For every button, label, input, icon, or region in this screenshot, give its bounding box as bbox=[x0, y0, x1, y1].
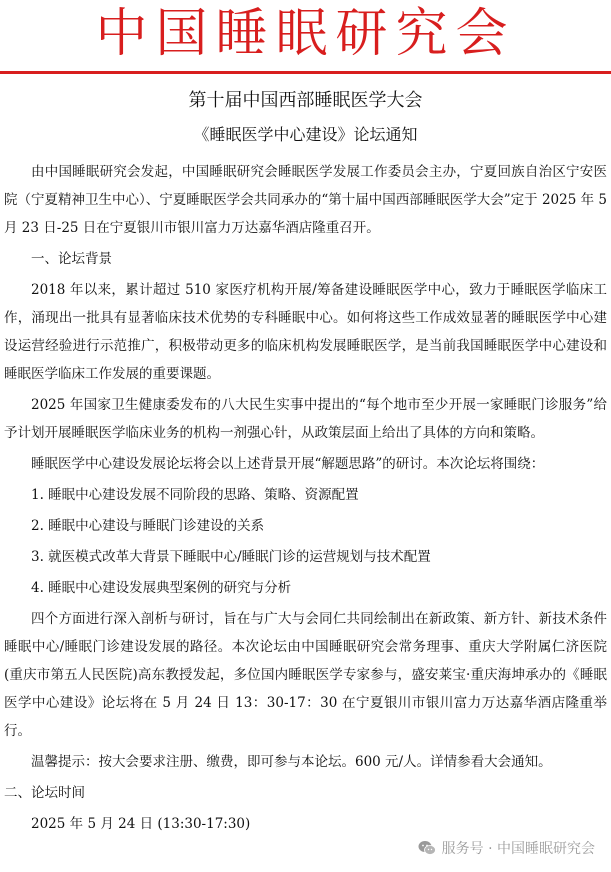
org-name-heading: 中国睡眠研究会 bbox=[95, 4, 516, 64]
background-paragraph-2: 2025 年国家卫生健康委发布的八大民生实事中提出的“每个地市至少开展一家睡眠门诊服务”给予计划开展睡眠医学临床业务的机构一剂强心针，从政策层面上给出了具体的方向和策略。 bbox=[4, 397, 607, 441]
section-heading-background: 一、论坛背景 bbox=[31, 251, 112, 267]
list-item: 1. 睡眠中心建设发展不同阶段的思路、策略、资源配置 bbox=[31, 487, 359, 503]
document-title: 第十届中国西部睡眠医学大会 bbox=[188, 90, 423, 111]
list-item: 2. 睡眠中心建设与睡眠门诊建设的关系 bbox=[31, 518, 265, 534]
reminder-paragraph: 温馨提示：按大会要求注册、缴费，即可参与本论坛。600 元/人。详情参看大会通知。 bbox=[31, 754, 552, 770]
background-paragraph-3: 睡眠医学中心建设发展论坛将会以上述背景开展“解题思路”的研讨。本次论坛将围绕： bbox=[31, 456, 545, 472]
red-divider bbox=[0, 71, 611, 74]
document-subtitle: 《睡眠医学中心建设》论坛通知 bbox=[193, 125, 418, 144]
list-item: 4. 睡眠中心建设发展典型案例的研究与分析 bbox=[31, 580, 292, 596]
account-watermark bbox=[414, 836, 599, 860]
watermark-text: 服务号 · 中国睡眠研究会 bbox=[441, 841, 595, 857]
forum-date: 2025 年 5 月 24 日 (13:30-17:30) bbox=[31, 816, 251, 832]
list-item: 3. 就医模式改革大背景下睡眠中心/睡眠门诊的运营规划与技术配置 bbox=[31, 549, 431, 565]
document-body bbox=[4, 158, 607, 841]
background-paragraph-4: 四个方面进行深入剖析与研讨，旨在与广大与会同仁共同绘制出在新政策、新方针、新技术条件睡眠中心/睡眠门诊建设发展的路径。本次论坛由中国睡眠研究会常务理事、重庆大学附属仁济医院(重庆市第五人民医院)高东教授发起，多位国内睡眠医学专家参与，盛安莱宝·重庆海坤承办的《睡眠医学中心建设》论坛将在 5 月 24 日 13：30-17：30 在宁夏银川市银川富力万达嘉华酒店隆重举行。 bbox=[4, 611, 607, 739]
background-paragraph-1: 2018 年以来，累计超过 510 家医疗机构开展/筹备建设睡眠医学中心，致力于睡眠医学临床工作，涌现出一批具有显著临床技术优势的专科睡眠中心。如何将这些工作成效显著的睡眠医学中心建设运营经验进行示范推广，积极带动更多的临床机构发展睡眠医学，是当前我国睡眠医学中心建设和睡眠医学临床工作发展的重要课题。 bbox=[4, 282, 607, 382]
section-heading-time: 二、论坛时间 bbox=[4, 785, 85, 801]
wechat-icon bbox=[418, 840, 436, 856]
intro-paragraph: 由中国睡眠研究会发起，中国睡眠研究会睡眠医学发展工作委员会主办，宁夏回族自治区宁安医院（宁夏精神卫生中心）、宁夏睡眠医学会共同承办的“第十届中国西部睡眠医学大会”定于 2025 年 5 月 23 日-25 日在宁夏银川市银川富力万达嘉华酒店隆重召开。 bbox=[4, 164, 607, 236]
